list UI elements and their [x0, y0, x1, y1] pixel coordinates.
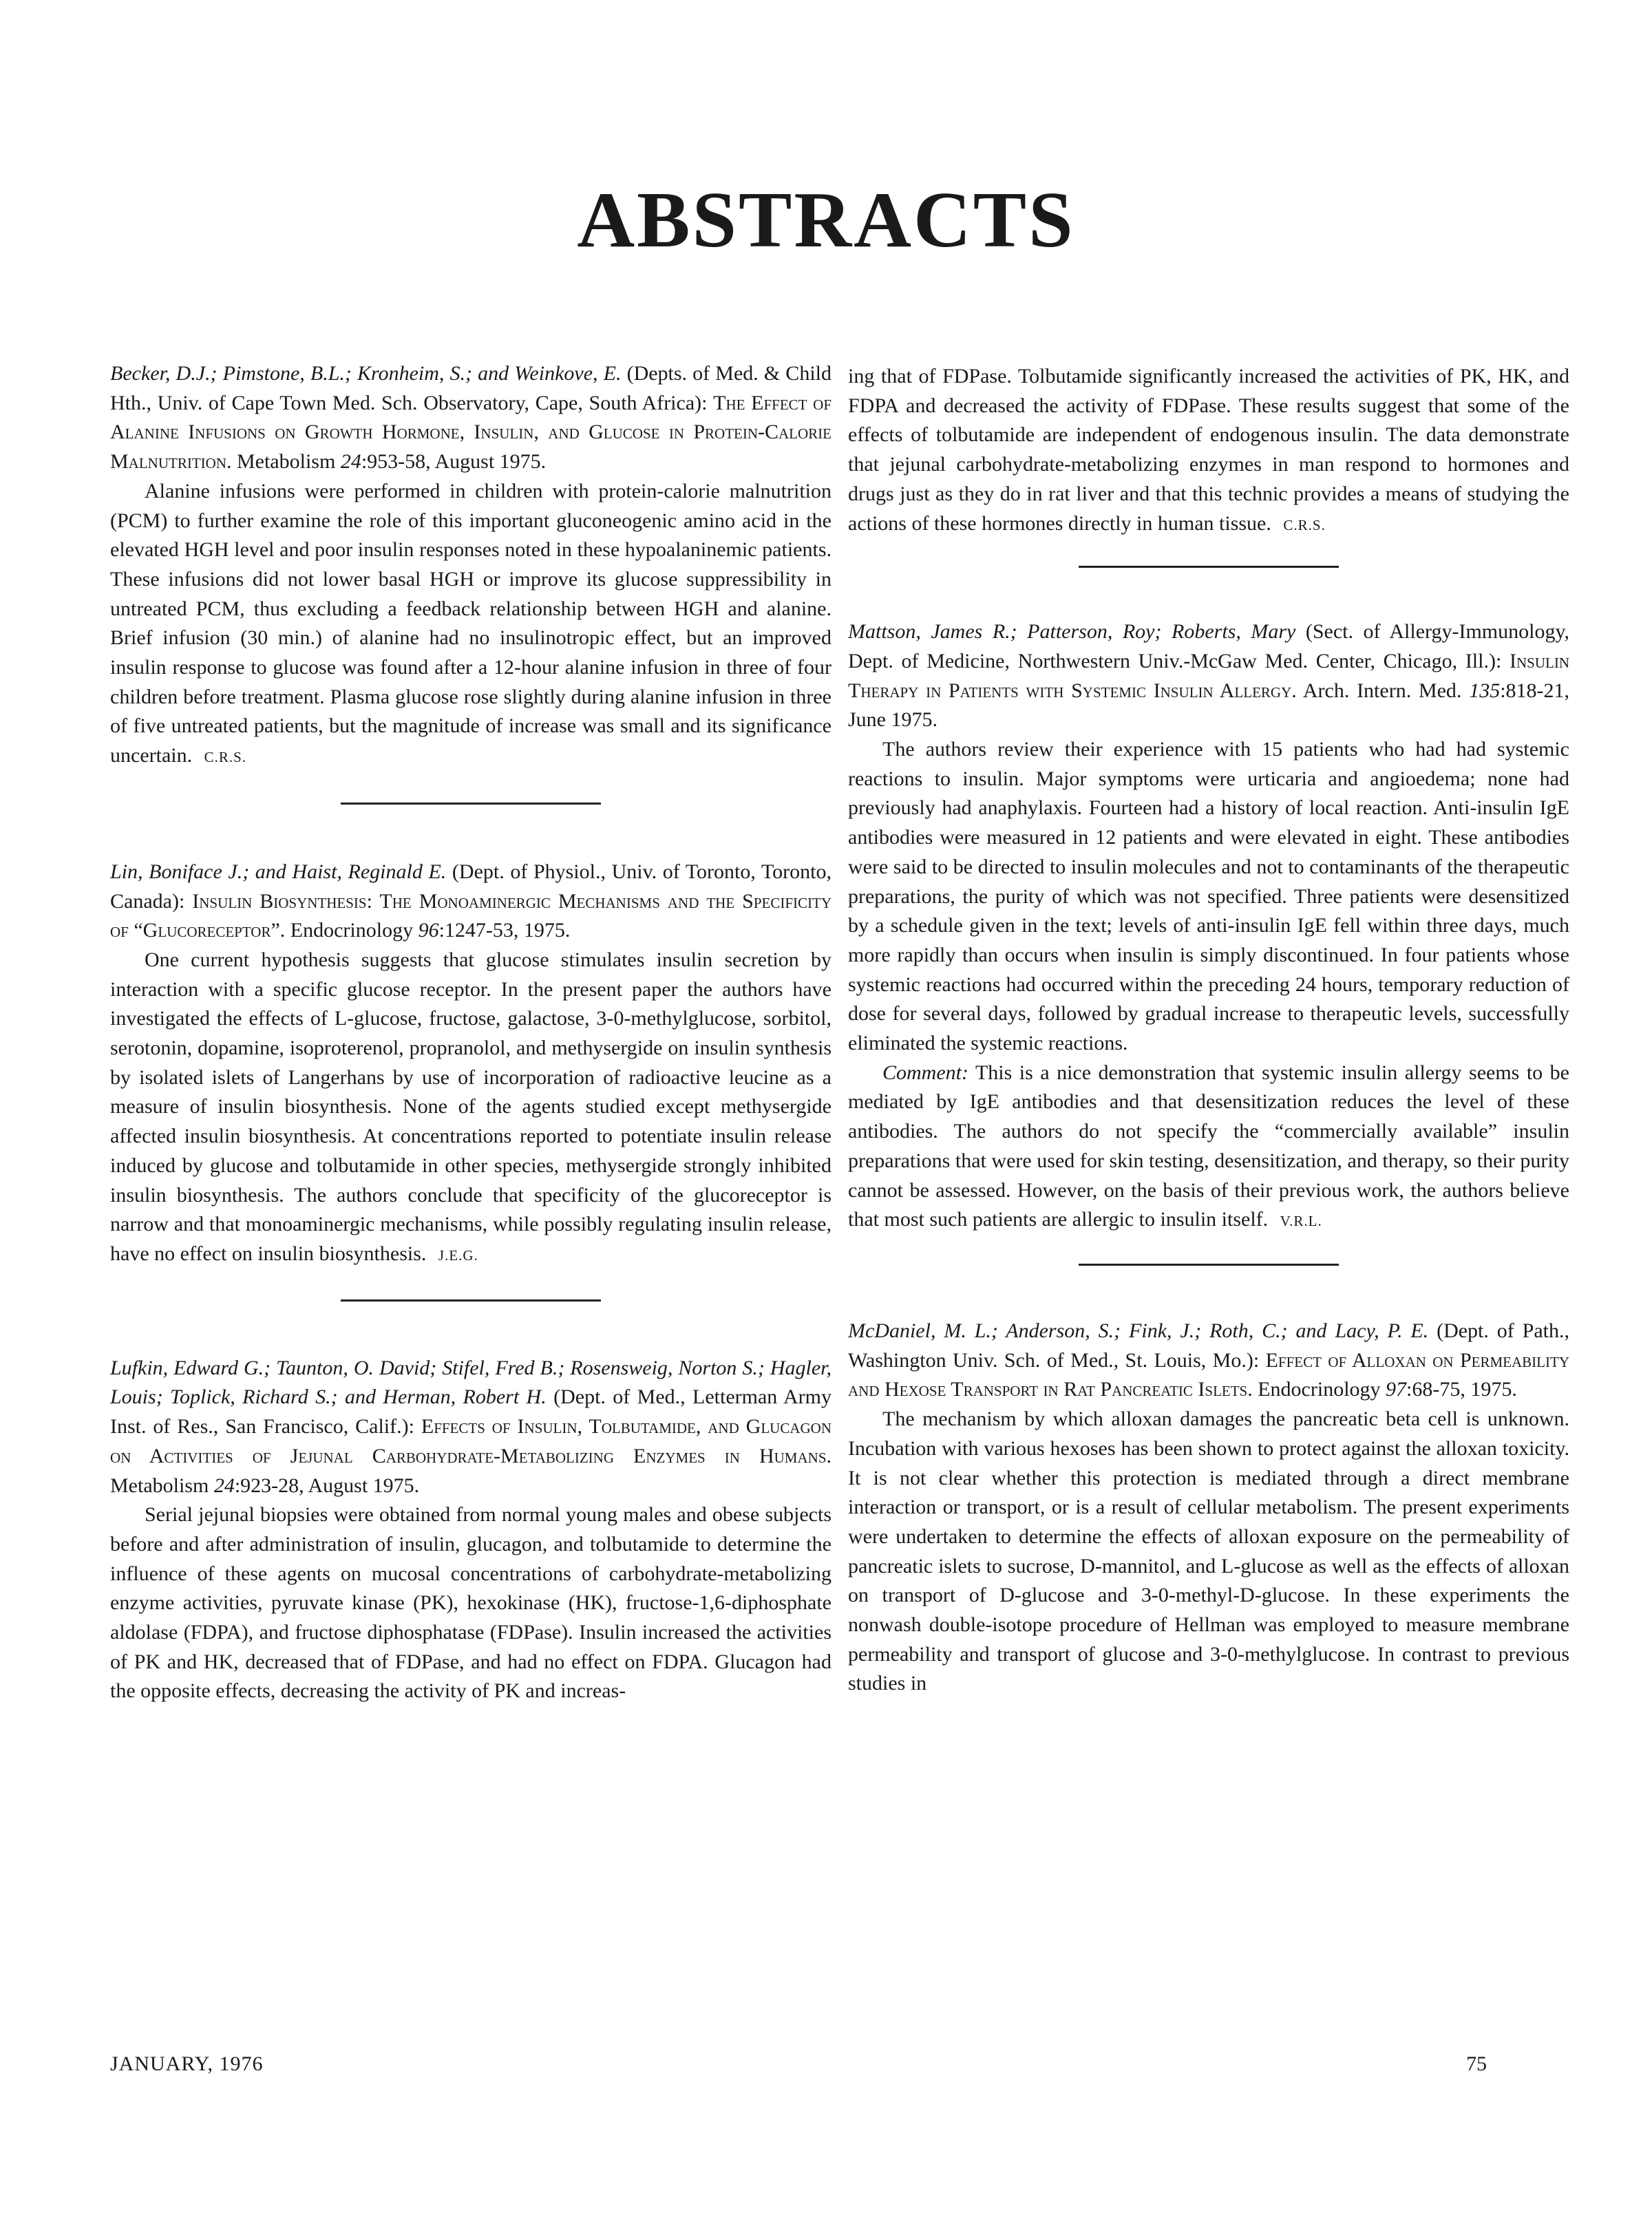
reviewer-initials: C.R.S.: [1283, 516, 1326, 533]
abstract-citation: [110, 359, 832, 477]
abstract-volume: 135: [1469, 679, 1501, 702]
abstract-journal: Metabolism: [236, 450, 336, 474]
abstract-body-text: Alanine infusions were performed in children with protein-calorie malnutrition (PCM) to further examine the role of this important gluconeogenic amino acid in the elevated HGH level and poor insulin responses noted in these hypoalaninemic patients. These infusions did not lower basal HGH or improve its glucose suppressibility in untreated PCM, thus excluding a feedback relationship between HGH and alanine. Brief infusion (30 min.) of alanine had no insulinotropic effect, but an improved insulin response to glucose was found after a 12-hour alanine infusion in three of four children before treatment. Plasma glucose rose slightly during alanine infusion in three of five untreated patients, but the magnitude of increase was small and its significance uncertain.: [110, 479, 832, 767]
abstract-mattson: [848, 617, 1569, 1236]
page-title: ABSTRACTS: [577, 176, 1075, 264]
abstract-affiliation: (Sect. of Allergy-Immunology, Dept. of Medicine, Northwestern Univ.-McGaw Med. Center, Chicago, Ill.):: [848, 620, 1570, 672]
abstract-affiliation: (Dept. of Physiol., Univ. of Toronto, Toronto, Canada):: [110, 860, 832, 913]
abstract-volume: 24: [340, 450, 361, 474]
abstract-body-text: One current hypothesis suggests that glucose stimulates insulin secretion by interaction with a specific glucose receptor. In the present paper the authors have investigated the effects of L-glucose, fructose, galactose, 3-0-methylglucose, sorbitol, serotonin, dopamine, isoproterenol, propranolol, and methysergide on insulin synthesis by isolated islets of Langerhans by use of incorporation of radioactive leucine as a measure of insulin biosynthesis. None of the agents studied except methysergide affected insulin biosynthesis. At concentrations reported to potentiate insulin release induced by glucose and tolbutamide in other species, methysergide strongly inhibited insulin biosynthesis. The authors conclude that specificity of the glucoreceptor is narrow and that monoaminergic mechanisms, while possibly regulating insulin release, have no effect on insulin biosynthesis.: [110, 948, 832, 1265]
abstract-pages-date: :953-58, August 1975.: [361, 450, 547, 474]
abstract-body: The mechanism by which alloxan damages the pancreatic beta cell is unknown. Incubation with various hexoses has been shown to protect against the alloxan toxicity. It is not clear whether this protection is mediated through a direct membrane interaction or transport, or is a result of cellular metabolism. The present experiments were undertaken to determine the effects of alloxan exposure on the permeability of pancreatic islets to sucrose, D-mannitol, and L-glucose as well as the effects of alloxan on transport of D-glucose and 3-0-methyl-D-glucose. In these experiments the nonwash double-isotope procedure of Hellman was employed to measure membrane permeability and transport of glucose and 3-0-methylglucose. In contrast to previous studies in: [848, 1408, 1569, 1695]
abstract-citation: [110, 1354, 832, 1501]
reviewer-initials: C.R.S.: [204, 749, 247, 766]
footer-date: JANUARY, 1976: [110, 2052, 264, 2075]
section-divider: [1079, 1264, 1339, 1266]
abstract-body-part-1: [110, 1500, 832, 1706]
abstract-body-text: Serial jejunal biopsies were obtained from normal young males and obese subjects before and after administration of insulin, glucagon, and tolbutamide to determine the influence of these agents on mucosal concentrations of carbohydrate-metabolizing enzyme activities, pyruvate kinase (PK), hexokinase (HK), fructose-1,6-diphosphate aldolase (FDPA), and fructose diphosphatase (FDPase). Insulin increased the activities of PK and HK, decreased that of FDPase, and had no effect on FDPA. Glucagon had the opposite effects, decreasing the activity of PK and increas-: [110, 1503, 832, 1703]
abstract-journal: Endocrinology: [1258, 1378, 1381, 1401]
abstract-citation: [848, 617, 1569, 735]
abstract-title: The Effect of Alanine Infusions on Growth Hormone, Insulin, and Glucose in Protein-Calorie Malnutrition.: [110, 391, 832, 474]
abstract-volume: 24: [213, 1474, 235, 1497]
section-divider: [1079, 566, 1339, 568]
abstract-volume: 97: [1386, 1378, 1407, 1401]
abstract-journal: Arch. Intern. Med.: [1302, 679, 1462, 702]
abstract-citation: [110, 858, 832, 946]
abstract-title: Effects of Insulin, Tolbutamide, and Glucagon on Activities of Jejunal Carbohydrate-Metabolizing Enzymes in Humans.: [110, 1415, 832, 1467]
abstract-title: Insulin Biosynthesis: The Monoaminergic Mechanisms and the Specificity of “Glucoreceptor”.: [110, 889, 832, 942]
abstract-affiliation: (Depts. of Med. & Child Hth., Univ. of Cape Town Med. Sch. Observatory, Cape, South Africa):: [110, 362, 832, 414]
abstract-journal: Metabolism: [110, 1474, 209, 1497]
abstract-authors: McDaniel, M. L.; Anderson, S.; Fink, J.; Roth, C.; and Lacy, P. E.: [848, 1319, 1429, 1342]
abstract-pages-date: :1247-53, 1975.: [438, 919, 571, 942]
section-divider: [341, 1299, 601, 1302]
abstract-authors: Becker, D.J.; Pimstone, B.L.; Kronheim, S.; and Weinkove, E.: [110, 362, 622, 385]
abstract-becker: [110, 359, 832, 772]
abstract-authors: Lufkin, Edward G.; Taunton, O. David; Stifel, Fred B.; Rosensweig, Norton S.; Hagler, Louis; Toplick, Richard S.; and Herman, Robert H.: [110, 1356, 832, 1409]
reviewer-initials: V.R.L.: [1280, 1213, 1322, 1230]
abstract-mcdaniel: [848, 1317, 1569, 1699]
abstract-lufkin: [110, 1354, 832, 1706]
abstract-pages-date: :68-75, 1975.: [1406, 1378, 1517, 1401]
abstract-pages-date: :818-21, June 1975.: [848, 679, 1570, 732]
abstract-lin: [110, 858, 832, 1271]
abstract-body: The authors review their experience with 15 patients who had had systemic reactions to insulin. Major symptoms were urticaria and angioedema; none had previously had anaphylaxis. Fourteen had a history of local reaction. Anti-insulin IgE antibodies were measured in 12 patients and were elevated in eight. These antibodies were said to be directed to insulin molecules and not to contaminants of the therapeutic preparations, the purity of which was not specified. Three patients were desensitized by a schedule given in the text; levels of anti-insulin IgE fell within three days, much more rapidly than occurs when insulin is simply discontinued. In four patients whose systemic reactions had occurred within the preceding 24 hours, temporary reduction of dose for several days, followed by gradual increase to therapeutic levels, successfully eliminated the systemic reactions.: [848, 738, 1569, 1055]
abstract-body: [110, 946, 832, 1271]
abstract-comment: [848, 1059, 1569, 1236]
abstract-body-continued: [848, 362, 1569, 540]
left-column: [110, 359, 832, 1706]
right-column: [848, 362, 1569, 1699]
abstract-title: Insulin Therapy in Patients with Systemic Insulin Allergy.: [848, 649, 1570, 702]
abstract-citation: [848, 1317, 1569, 1405]
abstract-journal: Endocrinology: [290, 919, 414, 942]
abstract-body: [110, 477, 832, 772]
abstract-lufkin-continued: [848, 362, 1569, 540]
section-divider: [341, 803, 601, 805]
abstract-authors: Mattson, James R.; Patterson, Roy; Roberts, Mary: [848, 620, 1296, 644]
abstract-affiliation: (Dept. of Path., Washington Univ. Sch. of Med., St. Louis, Mo.):: [848, 1319, 1569, 1372]
page-number: 75: [1466, 2052, 1487, 2075]
abstract-title: Effect of Alloxan on Permeability and Hexose Transport in Rat Pancreatic Islets.: [848, 1348, 1569, 1401]
abstract-volume: 96: [418, 919, 439, 942]
abstract-pages-date: :923-28, August 1975.: [234, 1474, 420, 1497]
comment-text: This is a nice demonstration that systemic insulin allergy seems to be mediated by IgE antibodies and that desensitization reduces the level of these antibodies. The authors do not specify the “commercially available” insulin preparations that were used for skin testing, desensitization, and therapy, so their purity cannot be assessed. However, on the basis of their previous work, the authors believe that most such patients are allergic to insulin itself.: [848, 1061, 1569, 1231]
abstract-body-text-continued: ing that of FDPase. Tolbutamide significantly increased the activities of PK, HK, and FDPA and decreased the activity of FDPase. These results suggest that some of the effects of tolbutamide are independent of endogenous insulin. The data demonstrate that jejunal carbohydrate-metabolizing enzymes in man respond to hormones and drugs just as they do in rat liver and that this technic provides a means of studying the actions of these hormones directly in human tissue.: [848, 365, 1569, 535]
abstract-authors: Lin, Boniface J.; and Haist, Reginald E.: [110, 860, 447, 883]
comment-label: Comment:: [882, 1061, 968, 1084]
reviewer-initials: J.E.G.: [438, 1246, 478, 1264]
abstract-affiliation: (Dept. of Med., Letterman Army Inst. of Res., San Francisco, Calif.):: [110, 1385, 832, 1438]
